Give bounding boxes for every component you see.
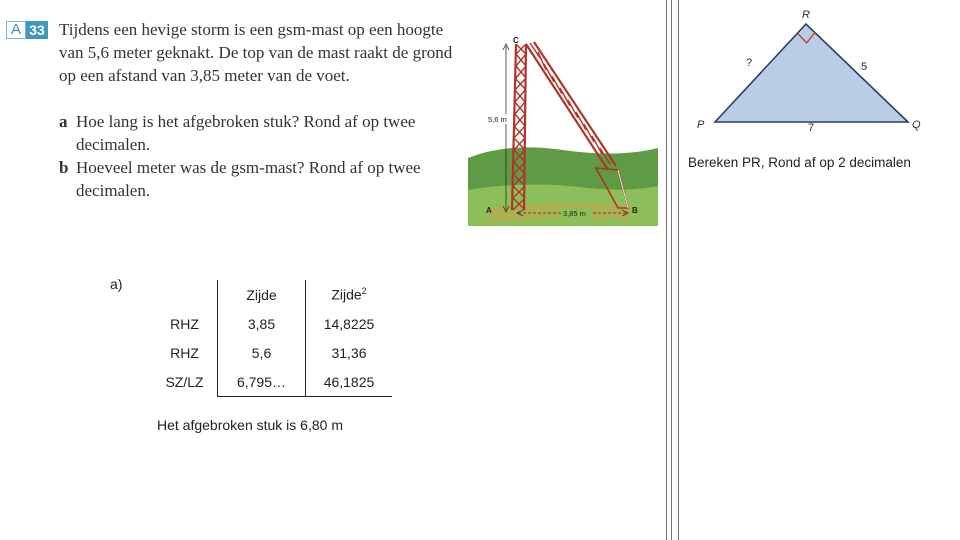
question-b xyxy=(59,156,454,202)
table-cell: SZ/LZ xyxy=(165,373,204,390)
table-cell: 5,6 xyxy=(218,338,306,367)
side-pq-label: 7 xyxy=(808,122,815,134)
side-pr-label: ? xyxy=(746,57,753,69)
table-cell: 31,36 xyxy=(306,338,393,367)
question-a xyxy=(59,110,454,156)
exercise-level: A xyxy=(6,21,26,39)
point-a-label: A xyxy=(486,206,492,215)
divider-line xyxy=(678,0,679,540)
question-label: b xyxy=(59,158,69,177)
right-triangle-figure xyxy=(690,0,940,140)
side-rq-label: 5 xyxy=(861,61,868,73)
divider-line xyxy=(666,0,667,540)
exercise-number: 33 xyxy=(26,21,48,39)
table-row xyxy=(152,367,392,397)
table-cell: 3,85 xyxy=(218,309,306,338)
side-task-text: Bereken PR, Rond af op 2 decimalen xyxy=(688,155,911,170)
table-header-cell xyxy=(306,280,393,309)
question-text: Hoe lang is het afgebroken stuk? Rond af op twee decimalen. xyxy=(76,112,416,154)
part-a-label: a) xyxy=(110,276,123,292)
conclusion-text: Het afgebroken stuk is 6,80 m xyxy=(157,417,343,433)
point-b-label: B xyxy=(632,206,638,215)
distance-label: 3,85 m xyxy=(563,209,586,218)
question-label: a xyxy=(59,112,68,131)
point-c-label: C xyxy=(513,36,519,45)
question-text: Hoeveel meter was de gsm-mast? Rond af op twee decimalen. xyxy=(76,158,421,200)
header-superscript: 2 xyxy=(361,286,367,297)
table-cell: 46,1825 xyxy=(306,367,393,397)
header-side-squared: Zijde xyxy=(331,286,362,303)
table-cell: 14,8225 xyxy=(306,309,393,338)
exercise-intro: Tijdens een hevige storm is een gsm-mast op een hoogte van 5,6 meter geknakt. De top van de mast raakt de grond op een afstand van 3,85 meter van de voet. xyxy=(59,20,453,85)
table-header-cell xyxy=(218,280,306,309)
table-cell: RHZ xyxy=(170,344,199,361)
triangle-shape xyxy=(715,24,908,122)
header-side: Zijde xyxy=(246,286,277,303)
vertex-r-label: R xyxy=(802,9,810,21)
vertex-q-label: Q xyxy=(912,119,921,131)
table-cell: RHZ xyxy=(170,315,199,332)
height-label: 5,6 m xyxy=(488,115,507,124)
broken-mast-illustration xyxy=(468,30,658,226)
table-cell: 6,795… xyxy=(218,367,306,397)
table-row xyxy=(152,309,392,338)
table-row xyxy=(152,338,392,367)
table-header-row xyxy=(152,280,392,309)
table-header-cell xyxy=(152,280,218,309)
divider-line xyxy=(671,0,672,540)
exercise-badge xyxy=(6,21,48,39)
pythagoras-table xyxy=(152,280,392,397)
vertex-p-label: P xyxy=(697,119,705,131)
